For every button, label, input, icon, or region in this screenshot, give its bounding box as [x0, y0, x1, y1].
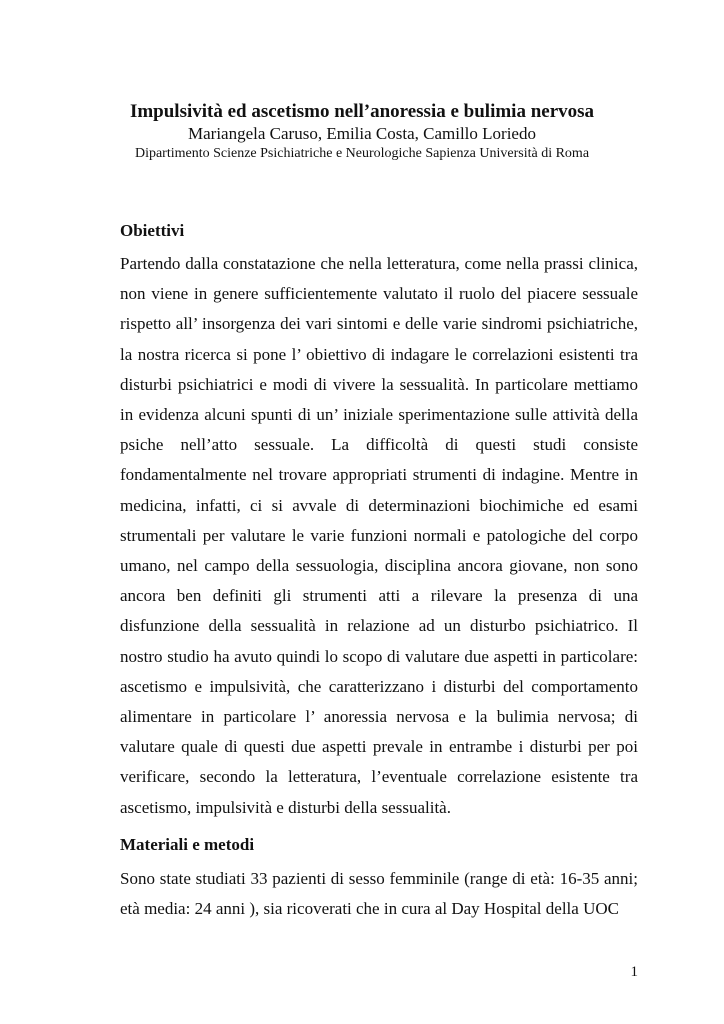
section-text-materiali-e-metodi: Sono state studiati 33 pazienti di sesso femminile (range di età: 16-35 anni; età media: 24 anni ), sia ricoverati che in cura al Day Hospital della UOC — [120, 868, 638, 919]
section-heading-obiettivi: Obiettivi — [120, 221, 185, 240]
section-text-obiettivi: Partendo dalla constatazione che nella letteratura, come nella prassi clinica, non viene in genere sufficientemente valutato il ruolo del piacere sessuale rispetto all’ insorgenza dei vari sintomi e delle varie sindromi psichiatriche, la nostra ricerca si pone l’ obiettivo di indagare le correlazioni esistenti tra disturbi psichiatrici e modi di vivere la sessualità. In particolare mettiamo in evidenza alcuni spunti di un’ iniziale sperimentazione sulle attività della psiche nell’atto sessuale. La difficoltà di questi studi consiste fondamentalmente nel trovare appropriati strumenti di indagine. Mentre in medicina, infatti, ci si avvale di determinazioni biochimiche ed esami strumentali per valutare le varie funzioni normali e patologiche del corpo umano, nel campo della sessuologia, disciplina ancora giovane, non sono ancora ben definiti gli strumenti atti a rilevare la presenza di una disfunzione della sessualità in relazione ad un disturbo psichiatrico. Il nostro studio ha avuto quindi lo scopo di valutare due aspetti in particolare: ascetismo e impulsività, che caratterizzano i disturbi del comportamento alimentare in particolare l’ anoressia nervosa e la bulimia nervosa; di valutare quale di questi due aspetti prevale in entrambe i disturbi per poi verificare, secondo la letteratura, l’eventuale correlazione esistente tra ascetismo, impulsività e disturbi della sessualità. — [120, 254, 638, 817]
section-heading-materiali-e-metodi: Materiali e metodi — [120, 834, 255, 854]
paper-affiliation: Dipartimento Scienze Psichiatriche e Neurologiche Sapienza Università di Roma — [134, 146, 590, 161]
paper-title: Impulsività ed ascetismo nell’anoressia e bulimia nervosa — [129, 101, 595, 122]
page-number: 1 — [630, 964, 638, 980]
paper-authors: Mariangela Caruso, Emilia Costa, Camillo Loriedo — [188, 124, 536, 143]
paper-header — [0, 100, 724, 163]
paper-body — [120, 219, 638, 924]
